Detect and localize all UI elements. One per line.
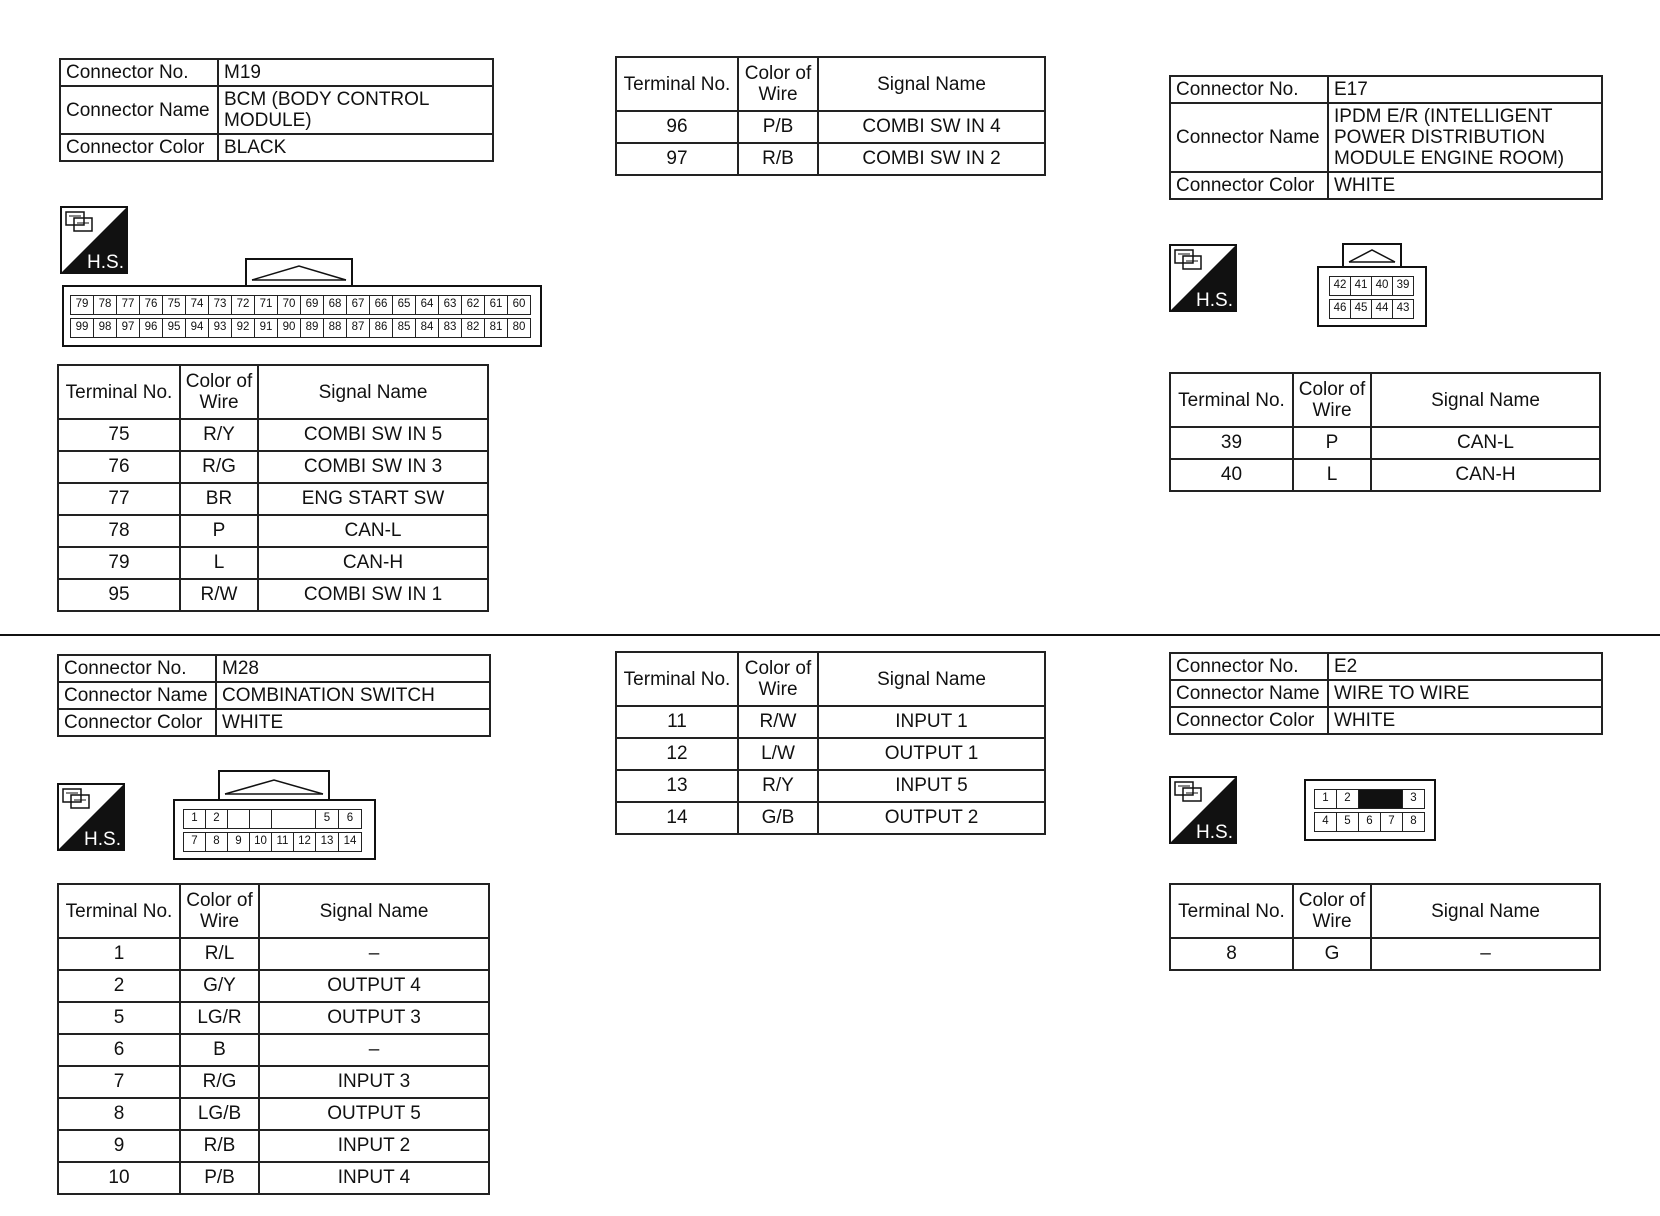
table-row: 2 G/Y OUTPUT 4 bbox=[58, 970, 489, 1002]
connector-color-value: WHITE bbox=[1328, 707, 1602, 734]
connector-color-label: Connector Color bbox=[1170, 707, 1328, 734]
connector-name-value: COMBINATION SWITCH bbox=[216, 682, 490, 709]
pin-row-top: 1 2 3 bbox=[1314, 789, 1425, 809]
terminal-table-m28-continued bbox=[615, 651, 1046, 835]
color-of-wire-header: Color of Wire bbox=[738, 652, 818, 706]
connector-info-m19 bbox=[59, 58, 494, 162]
connector-color-value: WHITE bbox=[216, 709, 490, 736]
signal-name-header: Signal Name bbox=[1371, 373, 1600, 427]
terminal-no-header: Terminal No. bbox=[1170, 884, 1293, 938]
hs-label: H.S. bbox=[84, 829, 121, 850]
table-row: 75 R/Y COMBI SW IN 5 bbox=[58, 419, 488, 451]
terminal-table-e2 bbox=[1169, 883, 1601, 971]
pin-row-top: 42 41 40 39 bbox=[1329, 276, 1414, 296]
table-row: 9 R/B INPUT 2 bbox=[58, 1130, 489, 1162]
table-row: 79 L CAN-H bbox=[58, 547, 488, 579]
terminal-no-header: Terminal No. bbox=[58, 365, 180, 419]
hs-label: H.S. bbox=[1196, 822, 1233, 843]
connector-info-e2 bbox=[1169, 652, 1603, 735]
connector-diagram-m28 bbox=[173, 770, 376, 861]
pin-row-top: 79 78 77 76 75 74 73 72 71 70 69 68 67 66 65 64 63 62 61 60 bbox=[70, 295, 531, 315]
signal-name-header: Signal Name bbox=[818, 57, 1045, 111]
terminal-table-m19 bbox=[57, 364, 489, 612]
table-row: 95 R/W COMBI SW IN 1 bbox=[58, 579, 488, 611]
color-of-wire-header: Color of Wire bbox=[738, 57, 818, 111]
connector-no-value: E17 bbox=[1328, 76, 1602, 103]
connector-diagram-e17 bbox=[1317, 243, 1427, 328]
table-row: 77 BR ENG START SW bbox=[58, 483, 488, 515]
terminal-no-header: Terminal No. bbox=[616, 652, 738, 706]
table-row: 6 B – bbox=[58, 1034, 489, 1066]
harness-side-icon bbox=[1169, 244, 1237, 312]
connector-info-e17 bbox=[1169, 75, 1603, 200]
terminal-no-header: Terminal No. bbox=[616, 57, 738, 111]
terminal-table-e17 bbox=[1169, 372, 1601, 492]
terminal-table-m28 bbox=[57, 883, 490, 1195]
table-row: 5 LG/R OUTPUT 3 bbox=[58, 1002, 489, 1034]
table-row: 78 P CAN-L bbox=[58, 515, 488, 547]
pin-row-bottom: 99 98 97 96 95 94 93 92 91 90 89 88 87 86 85 84 83 82 81 80 bbox=[70, 318, 531, 338]
terminal-no-header: Terminal No. bbox=[58, 884, 180, 938]
hs-label: H.S. bbox=[87, 252, 124, 273]
table-row: 11 R/W INPUT 1 bbox=[616, 706, 1045, 738]
connector-diagram-m19 bbox=[62, 258, 542, 348]
connector-no-label: Connector No. bbox=[1170, 76, 1328, 103]
pin-row-bottom: 4 5 6 7 8 bbox=[1314, 812, 1425, 832]
table-row: 76 R/G COMBI SW IN 3 bbox=[58, 451, 488, 483]
signal-name-header: Signal Name bbox=[258, 365, 488, 419]
connector-diagram-e2 bbox=[1304, 779, 1436, 841]
table-row: 14 G/B OUTPUT 2 bbox=[616, 802, 1045, 834]
color-of-wire-header: Color of Wire bbox=[180, 365, 258, 419]
connector-name-label: Connector Name bbox=[58, 682, 216, 709]
pin-row-bottom: 46 45 44 43 bbox=[1329, 299, 1414, 319]
color-of-wire-header: Color of Wire bbox=[180, 884, 259, 938]
table-row: 96 P/B COMBI SW IN 4 bbox=[616, 111, 1045, 143]
signal-name-header: Signal Name bbox=[1371, 884, 1600, 938]
table-row: 12 L/W OUTPUT 1 bbox=[616, 738, 1045, 770]
pin-row-bottom: 7 8 9 10 11 12 13 14 bbox=[183, 832, 362, 852]
color-of-wire-header: Color of Wire bbox=[1293, 373, 1371, 427]
connector-no-label: Connector No. bbox=[58, 655, 216, 682]
connector-color-label: Connector Color bbox=[1170, 172, 1328, 199]
hs-label: H.S. bbox=[1196, 290, 1233, 311]
connector-name-label: Connector Name bbox=[60, 86, 218, 134]
connector-no-label: Connector No. bbox=[1170, 653, 1328, 680]
harness-side-icon bbox=[1169, 776, 1237, 844]
color-of-wire-header: Color of Wire bbox=[1293, 884, 1371, 938]
table-row: 8 LG/B OUTPUT 5 bbox=[58, 1098, 489, 1130]
table-row: 10 P/B INPUT 4 bbox=[58, 1162, 489, 1194]
table-row: 7 R/G INPUT 3 bbox=[58, 1066, 489, 1098]
connector-name-label: Connector Name bbox=[1170, 103, 1328, 172]
table-row: 8 G – bbox=[1170, 938, 1600, 970]
section-divider bbox=[0, 634, 1660, 636]
connector-color-label: Connector Color bbox=[58, 709, 216, 736]
connector-info-m28 bbox=[57, 654, 491, 737]
terminal-no-header: Terminal No. bbox=[1170, 373, 1293, 427]
table-row: 1 R/L – bbox=[58, 938, 489, 970]
connector-color-value: WHITE bbox=[1328, 172, 1602, 199]
connector-no-value: E2 bbox=[1328, 653, 1602, 680]
connector-no-value: M28 bbox=[216, 655, 490, 682]
connector-name-value: WIRE TO WIRE bbox=[1328, 680, 1602, 707]
blocked-cavity bbox=[1359, 789, 1403, 809]
connector-name-value: IPDM E/R (INTELLIGENT POWER DISTRIBUTION MODULE ENGINE ROOM) bbox=[1328, 103, 1602, 172]
table-row: 97 R/B COMBI SW IN 2 bbox=[616, 143, 1045, 175]
connector-no-value: M19 bbox=[218, 59, 493, 86]
harness-side-icon bbox=[57, 783, 125, 851]
table-row: 39 P CAN-L bbox=[1170, 427, 1600, 459]
connector-color-value: BLACK bbox=[218, 134, 493, 161]
connector-no-label: Connector No. bbox=[60, 59, 218, 86]
terminal-table-m19-continued bbox=[615, 56, 1046, 176]
signal-name-header: Signal Name bbox=[818, 652, 1045, 706]
table-row: 13 R/Y INPUT 5 bbox=[616, 770, 1045, 802]
connector-name-value: BCM (BODY CONTROL MODULE) bbox=[218, 86, 493, 134]
pin-row-top: 1 2 5 6 bbox=[183, 809, 362, 829]
connector-color-label: Connector Color bbox=[60, 134, 218, 161]
table-row: 40 L CAN-H bbox=[1170, 459, 1600, 491]
connector-name-label: Connector Name bbox=[1170, 680, 1328, 707]
signal-name-header: Signal Name bbox=[259, 884, 489, 938]
